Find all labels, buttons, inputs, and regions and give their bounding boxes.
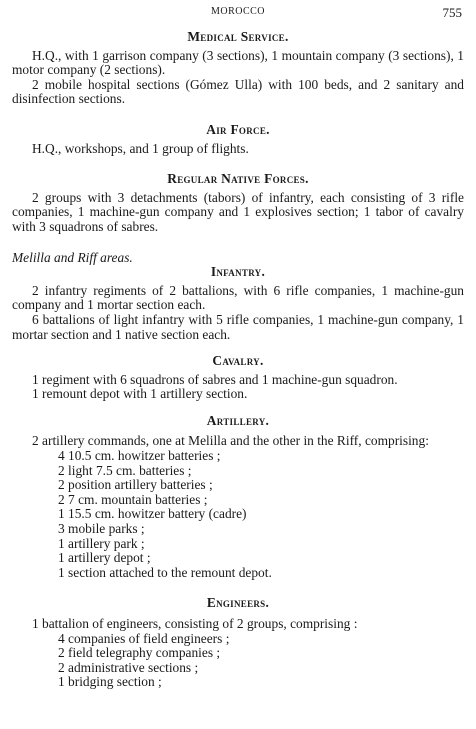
- infantry-paragraph-1: 2 infantry regiments of 2 battalions, with 6 rifle companies, 1 machine-gun company and 1 mortar section each.: [12, 282, 464, 313]
- cavalry-paragraph-1: 1 regiment with 6 squadrons of sabres and 1 machine-gun squadron.: [32, 371, 398, 387]
- running-head: MOROCCO: [210, 6, 266, 17]
- list-item: 2 administrative sections ;: [58, 659, 199, 675]
- medical-service-paragraph-1: H.Q., with 1 garrison company (3 sections), 1 mountain company (3 sections), 1 motor company (2 sections).: [12, 47, 464, 78]
- medical-service-section: [12, 30, 464, 107]
- area-heading: Melilla and Riff areas.: [12, 249, 133, 265]
- list-item: 1 artillery depot ;: [58, 550, 151, 566]
- native-forces-paragraph: 2 groups with 3 detachments (tabors) of infantry, each consisting of 3 rifle companies, 1 machine-gun company and 1 explosives section; 1 tabor of cavalry with 3 squadrons of sabres.: [12, 189, 464, 234]
- list-item: 2 field telegraphy companies ;: [58, 645, 221, 661]
- page-header: [12, 4, 464, 22]
- artillery-intro: 2 artillery commands, one at Melilla and the other in the Riff, comprising:: [32, 433, 429, 449]
- medical-service-paragraph-2: 2 mobile hospital sections (Gómez Ulla) with 100 beds, and 2 sanitary and disinfection sections.: [12, 76, 464, 107]
- medical-service-heading: Medical Service.: [187, 29, 289, 44]
- native-forces-heading: Regular Native Forces.: [167, 171, 309, 187]
- cavalry-paragraph-2: 1 remount depot with 1 artillery section.: [32, 386, 248, 402]
- air-force-section: [12, 123, 464, 156]
- artillery-heading: Artillery.: [206, 412, 270, 428]
- page-number: 755: [442, 5, 462, 20]
- list-item: 4 companies of field engineers ;: [58, 630, 230, 646]
- infantry-section: [12, 265, 464, 342]
- artillery-list: [12, 449, 464, 580]
- list-item: 2 position artillery batteries ;: [58, 477, 213, 493]
- air-force-paragraph: H.Q., workshops, and 1 group of flights.: [32, 140, 249, 156]
- list-item: 4 10.5 cm. howitzer batteries ;: [58, 448, 221, 464]
- list-item: 1 15.5 cm. howitzer battery (cadre): [58, 506, 247, 522]
- engineers-intro: 1 battalion of engineers, consisting of 2 groups, comprising :: [32, 616, 358, 631]
- infantry-heading: Infantry.: [210, 264, 266, 280]
- list-item: 2 light 7.5 cm. batteries ;: [58, 462, 192, 478]
- cavalry-heading: Cavalry.: [212, 353, 264, 369]
- list-item: 1 artillery park ;: [58, 535, 145, 551]
- document-page: [12, 4, 464, 690]
- artillery-section: [12, 414, 464, 581]
- engineers-heading: Engineers.: [206, 595, 270, 611]
- engineers-section: [12, 596, 464, 690]
- list-item: 1 section attached to the remount depot.: [58, 564, 272, 580]
- list-item: 3 mobile parks ;: [58, 521, 145, 537]
- list-item: 2 7 cm. mountain batteries ;: [58, 491, 208, 507]
- air-force-heading: Air Force.: [206, 121, 270, 137]
- infantry-paragraph-2: 6 battalions of light infantry with 5 rifle companies, 1 machine-gun company, 1 mortar section and 1 native section each.: [12, 311, 464, 342]
- engineers-list: [12, 632, 464, 690]
- list-item: 1 bridging section ;: [58, 674, 162, 690]
- native-forces-section: [12, 172, 464, 234]
- cavalry-section: [12, 354, 464, 402]
